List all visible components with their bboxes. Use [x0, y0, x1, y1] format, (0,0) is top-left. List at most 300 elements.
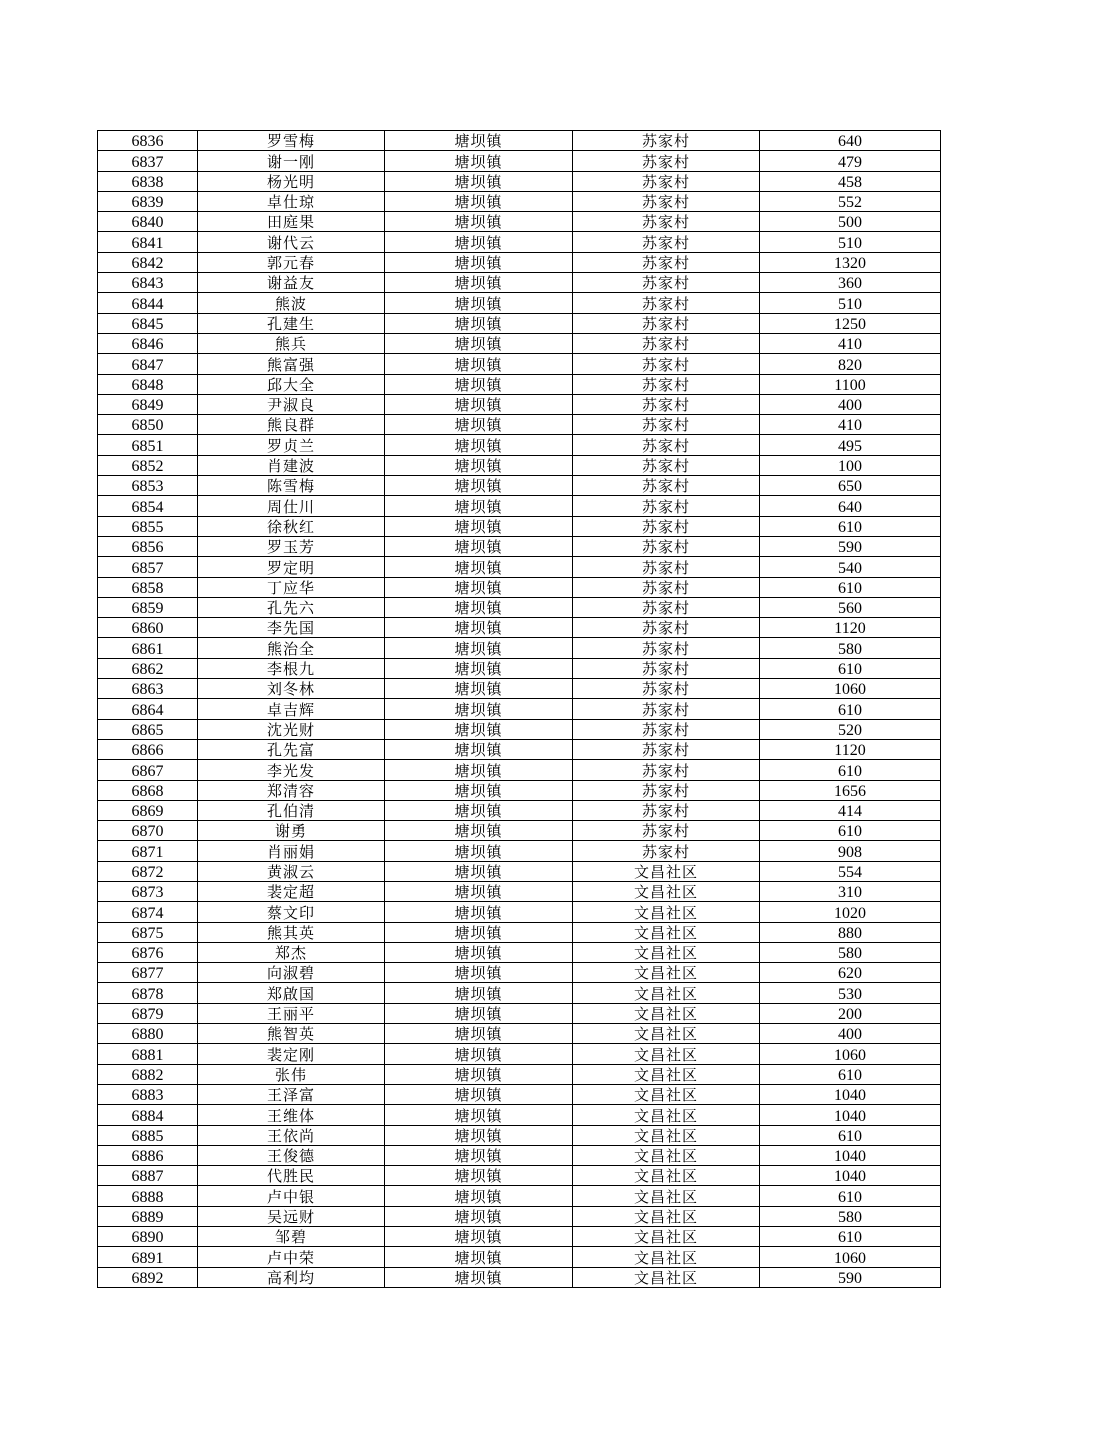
town-cell: 塘坝镇 [385, 1024, 573, 1044]
person-name-cell: 郭元春 [198, 252, 385, 272]
amount-cell: 610 [760, 1227, 941, 1247]
row-number-cell: 6867 [98, 760, 198, 780]
amount-cell: 640 [760, 131, 941, 151]
table-row [98, 496, 941, 516]
person-name-cell: 田庭果 [198, 212, 385, 232]
amount-cell: 908 [760, 841, 941, 861]
town-cell: 塘坝镇 [385, 354, 573, 374]
village-cell: 苏家村 [573, 679, 760, 699]
table-row [98, 881, 941, 901]
row-number-cell: 6882 [98, 1064, 198, 1084]
row-number-cell: 6880 [98, 1024, 198, 1044]
village-cell: 文昌社区 [573, 1145, 760, 1165]
row-number-cell: 6884 [98, 1105, 198, 1125]
table-row [98, 942, 941, 962]
table-row [98, 1267, 941, 1287]
town-cell: 塘坝镇 [385, 232, 573, 252]
village-cell: 苏家村 [573, 536, 760, 556]
row-number-cell: 6846 [98, 333, 198, 353]
town-cell: 塘坝镇 [385, 861, 573, 881]
table-row [98, 1166, 941, 1186]
village-cell: 文昌社区 [573, 1024, 760, 1044]
table-row [98, 455, 941, 475]
town-cell: 塘坝镇 [385, 658, 573, 678]
table-row [98, 618, 941, 638]
town-cell: 塘坝镇 [385, 394, 573, 414]
row-number-cell: 6862 [98, 658, 198, 678]
table-row [98, 800, 941, 820]
amount-cell: 620 [760, 963, 941, 983]
village-cell: 苏家村 [573, 394, 760, 414]
person-name-cell: 杨光明 [198, 171, 385, 191]
village-cell: 文昌社区 [573, 1084, 760, 1104]
row-number-cell: 6877 [98, 963, 198, 983]
amount-cell: 610 [760, 699, 941, 719]
table-row [98, 1064, 941, 1084]
person-name-cell: 蔡文印 [198, 902, 385, 922]
table-row [98, 354, 941, 374]
person-name-cell: 裴定超 [198, 881, 385, 901]
table-row [98, 1084, 941, 1104]
village-cell: 文昌社区 [573, 902, 760, 922]
person-name-cell: 卓吉辉 [198, 699, 385, 719]
town-cell: 塘坝镇 [385, 557, 573, 577]
town-cell: 塘坝镇 [385, 739, 573, 759]
person-name-cell: 黄淑云 [198, 861, 385, 881]
town-cell: 塘坝镇 [385, 415, 573, 435]
village-cell: 文昌社区 [573, 1267, 760, 1287]
town-cell: 塘坝镇 [385, 780, 573, 800]
person-name-cell: 刘冬林 [198, 679, 385, 699]
village-cell: 苏家村 [573, 719, 760, 739]
village-cell: 文昌社区 [573, 983, 760, 1003]
village-cell: 苏家村 [573, 557, 760, 577]
table-row [98, 658, 941, 678]
person-name-cell: 孔伯清 [198, 800, 385, 820]
amount-cell: 414 [760, 800, 941, 820]
row-number-cell: 6892 [98, 1267, 198, 1287]
row-number-cell: 6853 [98, 476, 198, 496]
town-cell: 塘坝镇 [385, 536, 573, 556]
town-cell: 塘坝镇 [385, 131, 573, 151]
table-row [98, 415, 941, 435]
village-cell: 苏家村 [573, 455, 760, 475]
town-cell: 塘坝镇 [385, 171, 573, 191]
table-row [98, 1105, 941, 1125]
amount-cell: 510 [760, 293, 941, 313]
amount-cell: 1060 [760, 1247, 941, 1267]
data-table [97, 130, 941, 1288]
amount-cell: 100 [760, 455, 941, 475]
table-row [98, 739, 941, 759]
amount-cell: 1250 [760, 313, 941, 333]
row-number-cell: 6869 [98, 800, 198, 820]
person-name-cell: 王依尚 [198, 1125, 385, 1145]
row-number-cell: 6847 [98, 354, 198, 374]
table-row [98, 313, 941, 333]
village-cell: 苏家村 [573, 374, 760, 394]
row-number-cell: 6889 [98, 1206, 198, 1226]
person-name-cell: 王维体 [198, 1105, 385, 1125]
amount-cell: 560 [760, 597, 941, 617]
table-row [98, 1145, 941, 1165]
row-number-cell: 6881 [98, 1044, 198, 1064]
town-cell: 塘坝镇 [385, 333, 573, 353]
person-name-cell: 孔先六 [198, 597, 385, 617]
row-number-cell: 6871 [98, 841, 198, 861]
person-name-cell: 陈雪梅 [198, 476, 385, 496]
village-cell: 苏家村 [573, 293, 760, 313]
table-row [98, 151, 941, 171]
person-name-cell: 周仕川 [198, 496, 385, 516]
amount-cell: 400 [760, 394, 941, 414]
town-cell: 塘坝镇 [385, 719, 573, 739]
row-number-cell: 6843 [98, 273, 198, 293]
town-cell: 塘坝镇 [385, 942, 573, 962]
person-name-cell: 谢益友 [198, 273, 385, 293]
amount-cell: 1020 [760, 902, 941, 922]
row-number-cell: 6875 [98, 922, 198, 942]
row-number-cell: 6849 [98, 394, 198, 414]
table-row [98, 374, 941, 394]
amount-cell: 880 [760, 922, 941, 942]
table-row [98, 1003, 941, 1023]
person-name-cell: 李先国 [198, 618, 385, 638]
town-cell: 塘坝镇 [385, 597, 573, 617]
person-name-cell: 谢代云 [198, 232, 385, 252]
town-cell: 塘坝镇 [385, 922, 573, 942]
village-cell: 苏家村 [573, 516, 760, 536]
town-cell: 塘坝镇 [385, 983, 573, 1003]
amount-cell: 1120 [760, 618, 941, 638]
row-number-cell: 6866 [98, 739, 198, 759]
village-cell: 苏家村 [573, 739, 760, 759]
row-number-cell: 6861 [98, 638, 198, 658]
amount-cell: 580 [760, 638, 941, 658]
row-number-cell: 6888 [98, 1186, 198, 1206]
town-cell: 塘坝镇 [385, 516, 573, 536]
person-name-cell: 裴定刚 [198, 1044, 385, 1064]
table-row [98, 435, 941, 455]
amount-cell: 540 [760, 557, 941, 577]
table-row [98, 212, 941, 232]
table-body [98, 131, 941, 1288]
town-cell: 塘坝镇 [385, 1206, 573, 1226]
person-name-cell: 邱大全 [198, 374, 385, 394]
town-cell: 塘坝镇 [385, 293, 573, 313]
amount-cell: 610 [760, 1125, 941, 1145]
table-row [98, 476, 941, 496]
table-row [98, 983, 941, 1003]
amount-cell: 495 [760, 435, 941, 455]
village-cell: 苏家村 [573, 597, 760, 617]
town-cell: 塘坝镇 [385, 252, 573, 272]
village-cell: 苏家村 [573, 273, 760, 293]
village-cell: 文昌社区 [573, 963, 760, 983]
amount-cell: 554 [760, 861, 941, 881]
town-cell: 塘坝镇 [385, 151, 573, 171]
row-number-cell: 6865 [98, 719, 198, 739]
row-number-cell: 6878 [98, 983, 198, 1003]
row-number-cell: 6868 [98, 780, 198, 800]
village-cell: 苏家村 [573, 415, 760, 435]
row-number-cell: 6890 [98, 1227, 198, 1247]
person-name-cell: 熊治全 [198, 638, 385, 658]
table-row [98, 293, 941, 313]
table-row [98, 902, 941, 922]
amount-cell: 580 [760, 942, 941, 962]
amount-cell: 1320 [760, 252, 941, 272]
row-number-cell: 6891 [98, 1247, 198, 1267]
amount-cell: 458 [760, 171, 941, 191]
person-name-cell: 王俊德 [198, 1145, 385, 1165]
person-name-cell: 尹淑良 [198, 394, 385, 414]
village-cell: 文昌社区 [573, 1227, 760, 1247]
person-name-cell: 李根九 [198, 658, 385, 678]
row-number-cell: 6873 [98, 881, 198, 901]
table-row [98, 557, 941, 577]
town-cell: 塘坝镇 [385, 577, 573, 597]
row-number-cell: 6840 [98, 212, 198, 232]
person-name-cell: 向淑碧 [198, 963, 385, 983]
town-cell: 塘坝镇 [385, 1145, 573, 1165]
village-cell: 苏家村 [573, 638, 760, 658]
person-name-cell: 熊智英 [198, 1024, 385, 1044]
person-name-cell: 高利均 [198, 1267, 385, 1287]
table-row [98, 1024, 941, 1044]
amount-cell: 200 [760, 1003, 941, 1023]
person-name-cell: 罗玉芳 [198, 536, 385, 556]
town-cell: 塘坝镇 [385, 191, 573, 211]
table-row [98, 577, 941, 597]
person-name-cell: 肖丽娟 [198, 841, 385, 861]
row-number-cell: 6848 [98, 374, 198, 394]
table-row [98, 1125, 941, 1145]
village-cell: 文昌社区 [573, 1186, 760, 1206]
table-row [98, 699, 941, 719]
row-number-cell: 6855 [98, 516, 198, 536]
table-row [98, 1206, 941, 1226]
village-cell: 苏家村 [573, 252, 760, 272]
row-number-cell: 6836 [98, 131, 198, 151]
town-cell: 塘坝镇 [385, 313, 573, 333]
row-number-cell: 6854 [98, 496, 198, 516]
row-number-cell: 6874 [98, 902, 198, 922]
town-cell: 塘坝镇 [385, 1247, 573, 1267]
town-cell: 塘坝镇 [385, 1267, 573, 1287]
row-number-cell: 6857 [98, 557, 198, 577]
row-number-cell: 6879 [98, 1003, 198, 1023]
person-name-cell: 熊富强 [198, 354, 385, 374]
village-cell: 苏家村 [573, 171, 760, 191]
village-cell: 苏家村 [573, 841, 760, 861]
amount-cell: 530 [760, 983, 941, 1003]
town-cell: 塘坝镇 [385, 1186, 573, 1206]
town-cell: 塘坝镇 [385, 963, 573, 983]
amount-cell: 610 [760, 1064, 941, 1084]
row-number-cell: 6839 [98, 191, 198, 211]
row-number-cell: 6876 [98, 942, 198, 962]
village-cell: 苏家村 [573, 821, 760, 841]
village-cell: 苏家村 [573, 476, 760, 496]
town-cell: 塘坝镇 [385, 1105, 573, 1125]
amount-cell: 400 [760, 1024, 941, 1044]
village-cell: 苏家村 [573, 212, 760, 232]
town-cell: 塘坝镇 [385, 800, 573, 820]
row-number-cell: 6844 [98, 293, 198, 313]
table-row [98, 719, 941, 739]
row-number-cell: 6837 [98, 151, 198, 171]
village-cell: 苏家村 [573, 131, 760, 151]
town-cell: 塘坝镇 [385, 496, 573, 516]
village-cell: 苏家村 [573, 658, 760, 678]
village-cell: 苏家村 [573, 496, 760, 516]
amount-cell: 510 [760, 232, 941, 252]
person-name-cell: 丁应华 [198, 577, 385, 597]
amount-cell: 610 [760, 516, 941, 536]
amount-cell: 1040 [760, 1105, 941, 1125]
village-cell: 文昌社区 [573, 881, 760, 901]
person-name-cell: 熊兵 [198, 333, 385, 353]
person-name-cell: 郑杰 [198, 942, 385, 962]
town-cell: 塘坝镇 [385, 1003, 573, 1023]
person-name-cell: 徐秋红 [198, 516, 385, 536]
table-row [98, 597, 941, 617]
person-name-cell: 谢一刚 [198, 151, 385, 171]
person-name-cell: 卢中荣 [198, 1247, 385, 1267]
table-row [98, 273, 941, 293]
row-number-cell: 6886 [98, 1145, 198, 1165]
amount-cell: 610 [760, 1186, 941, 1206]
table-row [98, 780, 941, 800]
person-name-cell: 王丽平 [198, 1003, 385, 1023]
table-row [98, 963, 941, 983]
amount-cell: 610 [760, 760, 941, 780]
amount-cell: 1120 [760, 739, 941, 759]
table-row [98, 841, 941, 861]
town-cell: 塘坝镇 [385, 618, 573, 638]
amount-cell: 610 [760, 658, 941, 678]
table-row [98, 1247, 941, 1267]
table-row [98, 922, 941, 942]
person-name-cell: 孔建生 [198, 313, 385, 333]
table-row [98, 131, 941, 151]
table-row [98, 821, 941, 841]
row-number-cell: 6863 [98, 679, 198, 699]
amount-cell: 650 [760, 476, 941, 496]
table-row [98, 1227, 941, 1247]
village-cell: 苏家村 [573, 435, 760, 455]
document-page [97, 130, 940, 1288]
amount-cell: 610 [760, 821, 941, 841]
town-cell: 塘坝镇 [385, 476, 573, 496]
town-cell: 塘坝镇 [385, 1084, 573, 1104]
person-name-cell: 卢中银 [198, 1186, 385, 1206]
village-cell: 文昌社区 [573, 942, 760, 962]
person-name-cell: 郑清容 [198, 780, 385, 800]
person-name-cell: 郑啟国 [198, 983, 385, 1003]
row-number-cell: 6885 [98, 1125, 198, 1145]
village-cell: 苏家村 [573, 618, 760, 638]
town-cell: 塘坝镇 [385, 821, 573, 841]
row-number-cell: 6860 [98, 618, 198, 638]
table-row [98, 333, 941, 353]
town-cell: 塘坝镇 [385, 841, 573, 861]
village-cell: 苏家村 [573, 313, 760, 333]
amount-cell: 1040 [760, 1145, 941, 1165]
row-number-cell: 6851 [98, 435, 198, 455]
village-cell: 苏家村 [573, 333, 760, 353]
village-cell: 苏家村 [573, 780, 760, 800]
amount-cell: 580 [760, 1206, 941, 1226]
town-cell: 塘坝镇 [385, 1227, 573, 1247]
town-cell: 塘坝镇 [385, 881, 573, 901]
row-number-cell: 6859 [98, 597, 198, 617]
amount-cell: 1060 [760, 679, 941, 699]
row-number-cell: 6864 [98, 699, 198, 719]
town-cell: 塘坝镇 [385, 1044, 573, 1064]
town-cell: 塘坝镇 [385, 1064, 573, 1084]
amount-cell: 410 [760, 333, 941, 353]
amount-cell: 1656 [760, 780, 941, 800]
amount-cell: 1060 [760, 1044, 941, 1064]
table-row [98, 760, 941, 780]
village-cell: 苏家村 [573, 577, 760, 597]
village-cell: 文昌社区 [573, 1247, 760, 1267]
amount-cell: 479 [760, 151, 941, 171]
row-number-cell: 6850 [98, 415, 198, 435]
village-cell: 苏家村 [573, 151, 760, 171]
person-name-cell: 孔先富 [198, 739, 385, 759]
town-cell: 塘坝镇 [385, 638, 573, 658]
amount-cell: 360 [760, 273, 941, 293]
village-cell: 文昌社区 [573, 1105, 760, 1125]
village-cell: 苏家村 [573, 699, 760, 719]
row-number-cell: 6838 [98, 171, 198, 191]
village-cell: 文昌社区 [573, 922, 760, 942]
person-name-cell: 肖建波 [198, 455, 385, 475]
village-cell: 文昌社区 [573, 861, 760, 881]
town-cell: 塘坝镇 [385, 679, 573, 699]
person-name-cell: 吴远财 [198, 1206, 385, 1226]
person-name-cell: 熊波 [198, 293, 385, 313]
town-cell: 塘坝镇 [385, 374, 573, 394]
person-name-cell: 罗雪梅 [198, 131, 385, 151]
village-cell: 苏家村 [573, 191, 760, 211]
row-number-cell: 6842 [98, 252, 198, 272]
person-name-cell: 邹碧 [198, 1227, 385, 1247]
amount-cell: 410 [760, 415, 941, 435]
table-row [98, 638, 941, 658]
table-row [98, 252, 941, 272]
person-name-cell: 罗定明 [198, 557, 385, 577]
town-cell: 塘坝镇 [385, 1166, 573, 1186]
amount-cell: 610 [760, 577, 941, 597]
village-cell: 文昌社区 [573, 1206, 760, 1226]
amount-cell: 1100 [760, 374, 941, 394]
person-name-cell: 熊其英 [198, 922, 385, 942]
village-cell: 文昌社区 [573, 1166, 760, 1186]
person-name-cell: 罗贞兰 [198, 435, 385, 455]
person-name-cell: 代胜民 [198, 1166, 385, 1186]
amount-cell: 520 [760, 719, 941, 739]
table-row [98, 536, 941, 556]
person-name-cell: 谢勇 [198, 821, 385, 841]
amount-cell: 1040 [760, 1166, 941, 1186]
table-row [98, 516, 941, 536]
table-row [98, 1044, 941, 1064]
row-number-cell: 6845 [98, 313, 198, 333]
